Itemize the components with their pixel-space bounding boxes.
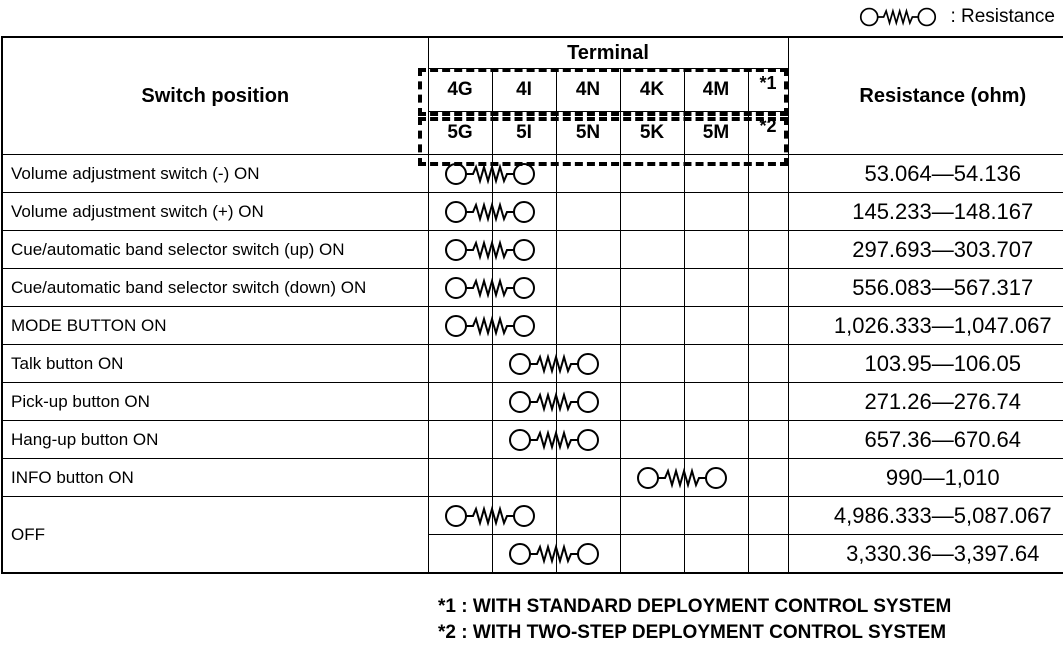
resistor-symbol-icon — [443, 275, 537, 301]
resistance-value: 53.064—54.136 — [788, 155, 1063, 193]
header-switch-position: Switch position — [2, 37, 428, 155]
footnote-2: *2 : WITH TWO-STEP DEPLOYMENT CONTROL SYSTEM — [438, 622, 947, 643]
resistance-value: 297.693—303.707 — [788, 231, 1063, 269]
resistance-value: 3,330.36—3,397.64 — [788, 535, 1063, 574]
legend-text: : Resistance — [950, 6, 1055, 27]
terminal-4n: 4N — [556, 69, 620, 112]
terminal-4g: 4G — [428, 69, 492, 112]
header-resistance: Resistance (ohm) — [788, 37, 1063, 155]
terminal-g-cell — [428, 193, 492, 231]
resistance-value: 1,026.333—1,047.067 — [788, 307, 1063, 345]
terminal-g-cell — [428, 497, 492, 535]
switch-label-off: OFF — [2, 497, 428, 574]
table-row — [2, 421, 1063, 459]
resistor-symbol-icon — [850, 6, 946, 28]
resistor-symbol-icon — [635, 465, 729, 491]
terminal-5m: 5M — [684, 112, 748, 155]
table-row — [2, 193, 1063, 231]
terminal-note-1: *1 — [748, 69, 788, 112]
table-row — [2, 459, 1063, 497]
resistor-symbol-icon — [443, 237, 537, 263]
switch-label: Cue/automatic band selector switch (up) ON — [2, 231, 428, 269]
switch-label: Pick-up button ON — [2, 383, 428, 421]
legend — [850, 6, 1055, 28]
resistor-symbol-icon — [507, 541, 601, 567]
resistor-symbol-icon — [443, 161, 537, 187]
terminal-5i: 5I — [492, 112, 556, 155]
table-row — [2, 269, 1063, 307]
terminal-i-cell — [492, 383, 556, 421]
table-row-off-1 — [2, 497, 1063, 535]
terminal-g-cell — [428, 269, 492, 307]
resistor-symbol-icon — [507, 351, 601, 377]
resistance-value: 990—1,010 — [788, 459, 1063, 497]
header-terminal: Terminal — [428, 37, 788, 69]
switch-label: Volume adjustment switch (-) ON — [2, 155, 428, 193]
terminal-k-cell — [620, 459, 684, 497]
resistance-value: 4,986.333—5,087.067 — [788, 497, 1063, 535]
resistance-value: 657.36—670.64 — [788, 421, 1063, 459]
resistor-symbol-icon — [443, 313, 537, 339]
terminal-4k: 4K — [620, 69, 684, 112]
terminal-i-cell — [492, 421, 556, 459]
terminal-5n: 5N — [556, 112, 620, 155]
terminal-g-cell — [428, 231, 492, 269]
terminal-g-cell — [428, 155, 492, 193]
table-row — [2, 155, 1063, 193]
table-row — [2, 231, 1063, 269]
switch-label: Talk button ON — [2, 345, 428, 383]
table-row — [2, 383, 1063, 421]
resistance-value: 271.26—276.74 — [788, 383, 1063, 421]
terminal-5k: 5K — [620, 112, 684, 155]
terminal-i-cell — [492, 535, 556, 574]
switch-label: Cue/automatic band selector switch (down) ON — [2, 269, 428, 307]
switch-label: MODE BUTTON ON — [2, 307, 428, 345]
terminal-g-cell — [428, 307, 492, 345]
resistor-symbol-icon — [443, 199, 537, 225]
resistance-table — [1, 36, 1063, 574]
resistance-value: 103.95—106.05 — [788, 345, 1063, 383]
resistor-symbol-icon — [507, 427, 601, 453]
switch-label: Volume adjustment switch (+) ON — [2, 193, 428, 231]
terminal-i-cell — [492, 345, 556, 383]
table-row — [2, 345, 1063, 383]
resistor-symbol-icon — [443, 503, 537, 529]
switch-label: Hang-up button ON — [2, 421, 428, 459]
terminal-4m: 4M — [684, 69, 748, 112]
footnote-1: *1 : WITH STANDARD DEPLOYMENT CONTROL SYSTEM — [438, 596, 952, 617]
resistance-value: 556.083—567.317 — [788, 269, 1063, 307]
resistor-symbol-icon — [507, 389, 601, 415]
terminal-note-2: *2 — [748, 112, 788, 155]
switch-label: INFO button ON — [2, 459, 428, 497]
terminal-4i: 4I — [492, 69, 556, 112]
resistance-value: 145.233—148.167 — [788, 193, 1063, 231]
table-row — [2, 307, 1063, 345]
terminal-5g: 5G — [428, 112, 492, 155]
